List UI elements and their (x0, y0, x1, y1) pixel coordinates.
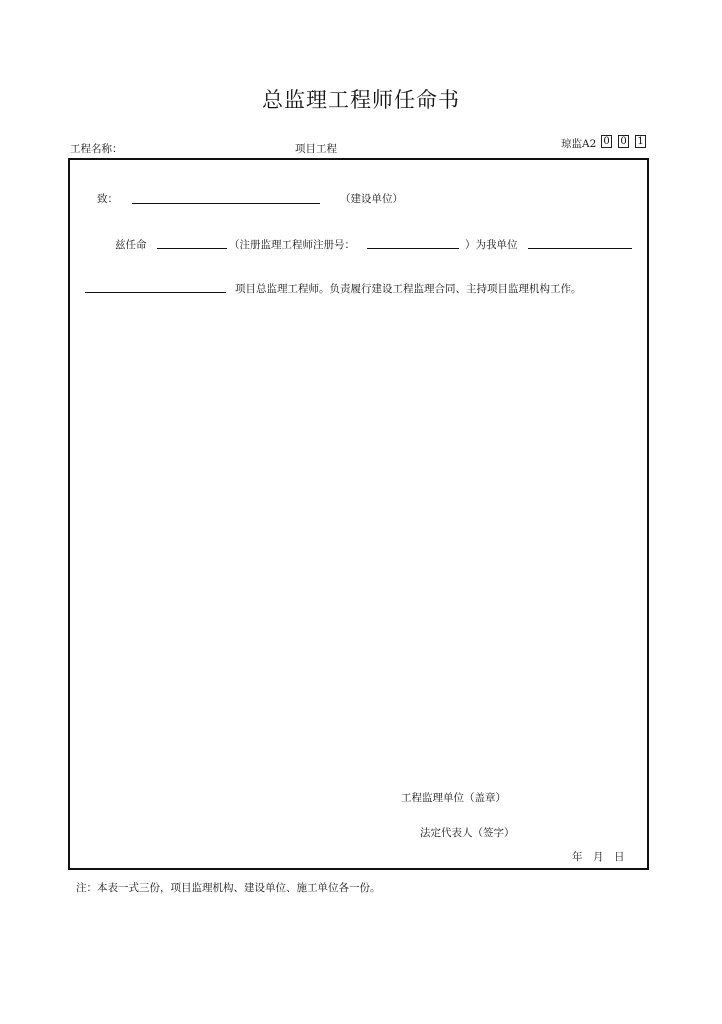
project-name-label: 工程名称： (70, 143, 123, 155)
date-label: 年 月 日 (572, 851, 625, 863)
supervision-unit-seal-label: 工程监理单位（盖章） (401, 792, 506, 804)
appoint-prefix: 兹任命 (115, 239, 147, 251)
appointee-name-field[interactable] (157, 248, 227, 249)
reg-no-close: ）为我单位 (465, 239, 518, 251)
form-number-digit-3: 1 (635, 135, 646, 148)
client-suffix: （建设单位） (340, 193, 403, 205)
page-title: 总监理工程师任命书 (262, 88, 460, 112)
client-name-field[interactable] (132, 203, 320, 204)
form-box (68, 158, 649, 870)
project-field[interactable] (85, 292, 226, 293)
footer-note: 注：本表一式三份，项目监理机构、建设单位、施工单位各一份。 (76, 882, 381, 894)
form-code: 琼监A2 (561, 138, 597, 150)
project-name-value: 项目工程 (295, 143, 337, 155)
form-number-digit-1: 0 (601, 135, 612, 148)
legal-rep-signature-label: 法定代表人（签字） (420, 827, 515, 839)
reg-no-open: （注册监理工程师注册号： (229, 239, 355, 251)
form-number-digit-2: 0 (618, 135, 629, 148)
to-label: 致： (97, 193, 118, 205)
supervision-unit-field[interactable] (528, 248, 632, 249)
duty-text: 项目总监理工程师。负责履行建设工程监理合同、主持项目监理机构工作。 (235, 283, 582, 295)
registration-number-field[interactable] (367, 248, 459, 249)
